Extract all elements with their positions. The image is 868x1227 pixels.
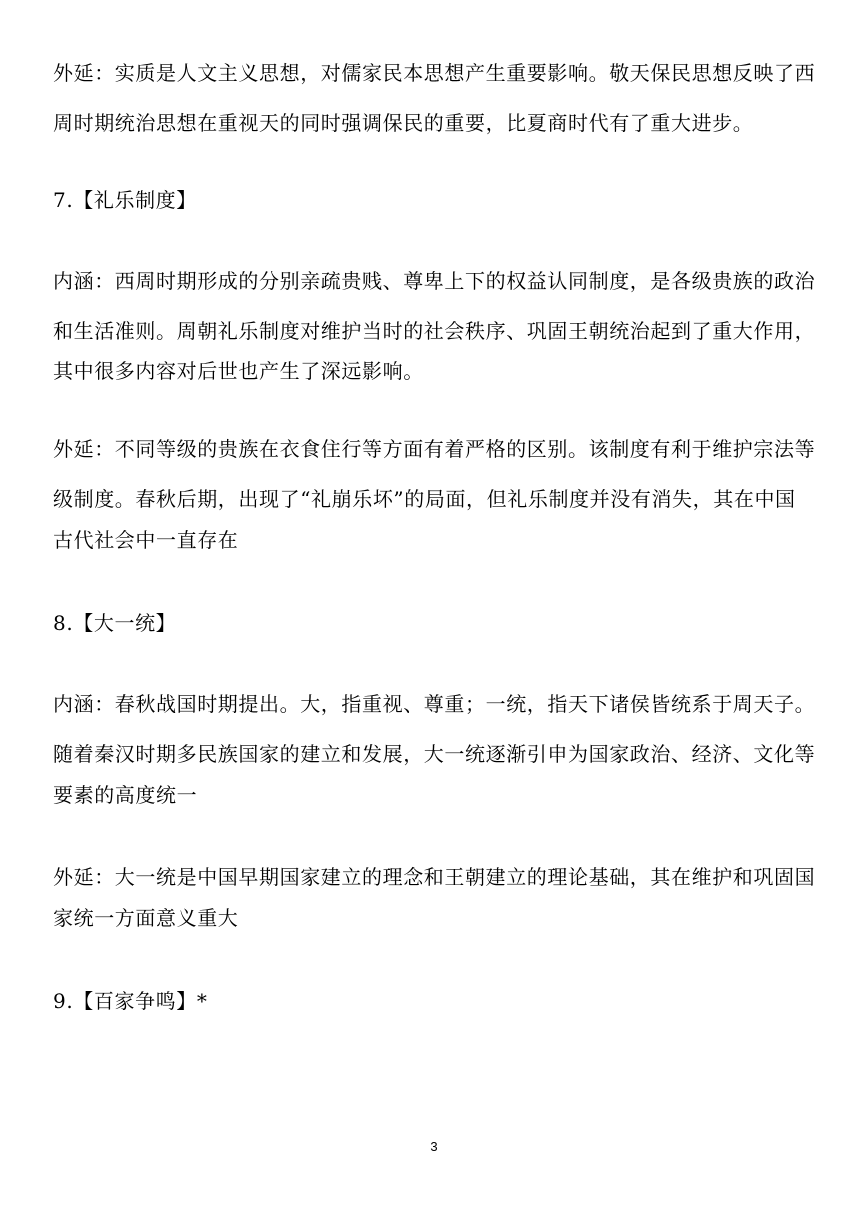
section-heading: 7.【礼乐制度】	[53, 188, 197, 212]
text-line: 古代社会中一直存在	[53, 528, 239, 552]
text-line: 其中很多内容对后世也产生了深远影响。	[53, 359, 424, 383]
text-line: 周时期统治思想在重视天的同时强调保民的重要，比夏商时代有了重大进步。	[53, 111, 754, 135]
text-line: 外延：大一统是中国早期国家建立的理念和王朝建立的理论基础，其在维护和巩固国	[53, 865, 816, 889]
text-line: 随着秦汉时期多民族国家的建立和发展，大一统逐渐引申为国家政治、经济、文化等	[53, 742, 816, 766]
section-heading: 8.【大一统】	[53, 611, 177, 635]
section-heading: 9.【百家争鸣】*	[53, 989, 208, 1013]
text-line: 家统一方面意义重大	[53, 906, 239, 930]
text-line: 外延：实质是人文主义思想，对儒家民本思想产生重要影响。敬天保民思想反映了西	[53, 61, 816, 85]
text-line: 要素的高度统一	[53, 783, 198, 807]
text-line: 内涵：春秋战国时期提出。大，指重视、尊重；一统，指天下诸侯皆统系于周天子。	[53, 692, 816, 716]
text-line: 外延：不同等级的贵族在衣食住行等方面有着严格的区别。该制度有利于维护宗法等	[53, 437, 816, 461]
text-line: 和生活准则。周朝礼乐制度对维护当时的社会秩序、巩固王朝统治起到了重大作用，	[53, 319, 816, 343]
page-number: 3	[430, 1139, 438, 1154]
text-line: 级制度。春秋后期，出现了“礼崩乐坏”的局面，但礼乐制度并没有消失，其在中国	[53, 487, 796, 511]
text-line: 内涵：西周时期形成的分别亲疏贵贱、尊卑上下的权益认同制度，是各级贵族的政治	[53, 269, 816, 293]
